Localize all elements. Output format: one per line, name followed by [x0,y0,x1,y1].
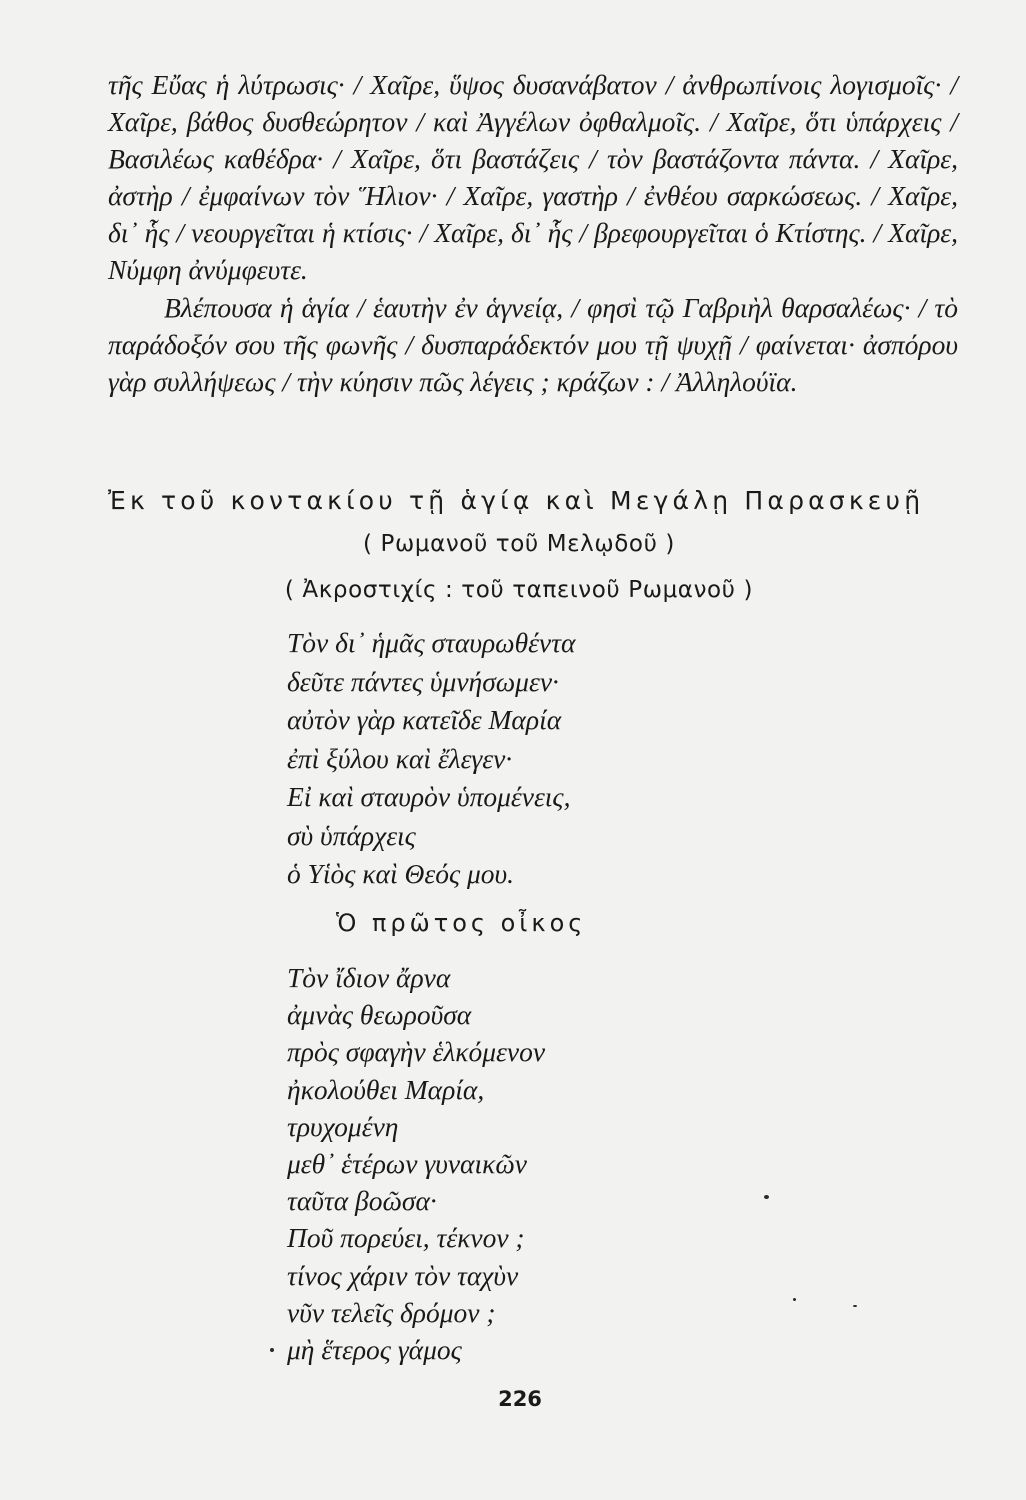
verse-line: τρυχομένη [287,1110,399,1142]
verse-line: ἐπὶ ξύλου καὶ ἔλεγεν· [287,742,513,774]
ink-speck [793,1298,796,1301]
ink-speck [764,1195,769,1199]
verse-line: Τὸν δι᾽ ἡμᾶς σταυρωθέντα [287,627,576,658]
verse-line: ὁ Υἱὸς καὶ Θεός μου. [287,858,515,889]
verse-line: ἠκολούθει Μαρία, [287,1073,485,1105]
verse-line: αὐτὸν γὰρ κατεῖδε Μαρία [287,704,562,735]
prooimion-verse [287,624,575,894]
verse-line: Ποῦ πορεύει, τέκνον ; [287,1222,525,1254]
kontakion-heading: Ἐκ τοῦ κοντακίου τῇ ἁγίᾳ καὶ Μεγάλῃ Παρασκευῇ [108,486,925,515]
oikos-heading: Ὁ πρῶτος οἶκος [336,909,587,937]
ink-speck [270,1348,274,1352]
oikos-verse [287,959,545,1368]
verse-line: πρὸς σφαγὴν ἑλκόμενον [287,1036,546,1068]
author-subheading: ( Ρωμανοῦ τοῦ Μελῳδοῦ ) [363,531,675,557]
ink-speck [853,1305,857,1307]
prose-paragraph-1: τῆς Εὔας ἡ λύτρωσις· / Χαῖρε, ὕψος δυσανάβατον / ἀνθρωπίνοις λογισμοῖς· / Χαῖρε, βάθος δυσθεώρητον / καὶ Ἀγγέλων ὀφθαλμοῖς. / Χαῖρε, ὅτι ὑπάρχεις / Βασιλέως καθέδρα· / Χαῖρε, ὅτι βαστάζεις / τὸν βαστάζοντα πάντα. / Χαῖρε, ἀστὴρ / ἐμφαίνων τὸν Ἥλιον· / Χαῖρε, γαστὴρ / ἐνθέου σαρκώσεως. / Χαῖρε, δι᾽ ἧς / νεουργεῖται ἡ κτίσις· / Χαῖρε, δι᾽ ἧς / βρεφουργεῖται ὁ Κτίστης. / Χαῖρε, Νύμφη ἀνύμφευτε. [108,69,958,285]
acrostic-subheading: ( Ἀκροστιχίς : τοῦ ταπεινοῦ Ρωμανοῦ ) [284,577,754,603]
verse-line: ταῦτα βοῶσα· [287,1185,437,1217]
page-number: 226 [498,1387,542,1411]
prose-paragraph-2: Βλέπουσα ἡ ἁγία / ἑαυτὴν ἐν ἁγνείᾳ, / φησὶ τῷ Γαβριὴλ θαρσαλέως· / τὸ παράδοξόν σου τῆς φωνῆς / δυσπαράδεκτόν μου τῇ ψυχῇ / φαίνεται· ἀσπόρου γὰρ συλλήψεως / τὴν κύησιν πῶς λέγεις ; κράζων : / Ἀλληλούϊα. [108,292,958,397]
verse-line: σὺ ὑπάρχεις [287,819,416,851]
verse-line: νῦν τελεῖς δρόμον ; [287,1296,496,1328]
verse-line: μὴ ἕτερος γάμος [287,1333,462,1365]
verse-line: τίνος χάριν τὸν ταχὺν [287,1259,519,1291]
verse-line: Τὸν ἴδιον ἄρνα [287,962,451,993]
verse-line: Εἰ καὶ σταυρὸν ὑπομένεις, [287,781,571,812]
verse-line: μεθ᾽ ἑτέρων γυναικῶν [287,1147,527,1179]
verse-line: ἀμνὰς θεωροῦσα [287,999,472,1031]
verse-line: δεῦτε πάντες ὑμνήσωμεν· [287,665,559,697]
prose-block [108,66,958,400]
